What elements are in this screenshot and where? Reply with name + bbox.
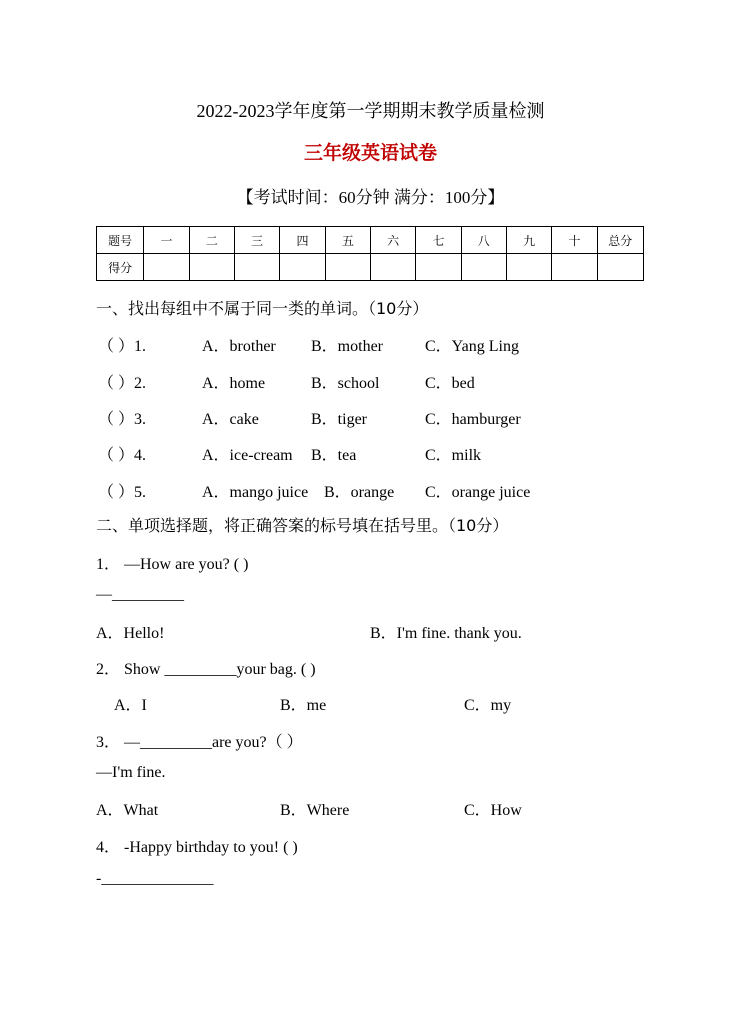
option-b: B．I'm fine. thank you. [370, 625, 522, 642]
question-stem: 2． Show _________your bag. ( ) [96, 661, 316, 678]
score-cell: 总分 [597, 227, 643, 254]
score-cell: 十 [552, 227, 597, 254]
score-input-cell[interactable] [597, 254, 643, 281]
score-input-cell[interactable] [461, 254, 506, 281]
score-input-cell[interactable] [235, 254, 280, 281]
option-c: C．bed [425, 375, 475, 392]
score-cell: 六 [370, 227, 415, 254]
question-number: （ ）1. [98, 338, 147, 355]
score-cell: 三 [235, 227, 280, 254]
question-number: （ ）5. [98, 484, 147, 501]
option-a: A．Hello! [96, 625, 165, 642]
reply-text: —I'm fine. [96, 764, 166, 781]
score-cell: 八 [461, 227, 506, 254]
section2-title: 二、单项选择题，将正确答案的标号填在括号里。（10分） [96, 516, 509, 535]
option-b: B．orange [324, 484, 395, 501]
option-b: B．tea [311, 447, 357, 464]
option-c: C．milk [425, 447, 482, 464]
answer-line: -______________ [96, 870, 214, 887]
question-number: （ ）3. [98, 411, 147, 428]
score-input-cell[interactable] [370, 254, 415, 281]
score-cell: 九 [506, 227, 551, 254]
option-a: A．I [114, 697, 147, 714]
option-a: A．What [96, 802, 159, 819]
score-cell: 二 [189, 227, 234, 254]
exam-info: 【考试时间：60分钟 满分：100分】 [236, 188, 505, 207]
option-c: C．orange juice [425, 484, 531, 501]
score-input-cell[interactable] [552, 254, 597, 281]
question-number: （ ）4. [98, 447, 147, 464]
score-cell: 题号 [97, 227, 144, 254]
option-a: A．ice-cream [202, 447, 293, 464]
option-b: B．mother [311, 338, 383, 355]
option-b: B．Where [280, 802, 350, 819]
option-c: C．How [464, 802, 522, 819]
option-a: A．cake [202, 411, 259, 428]
option-c: C．my [464, 697, 512, 714]
score-cell: 七 [416, 227, 461, 254]
question-number: （ ）2. [98, 375, 147, 392]
exam-subtitle: 三年级英语试卷 [303, 142, 437, 164]
question-stem: 4． -Happy birthday to you! ( ) [96, 839, 298, 856]
option-c: C．hamburger [425, 411, 521, 428]
option-b: B．me [280, 697, 327, 714]
score-cell: 五 [325, 227, 370, 254]
score-row-label: 得分 [97, 254, 144, 281]
score-input-cell[interactable] [416, 254, 461, 281]
option-a: A．home [202, 375, 266, 392]
score-table [96, 226, 644, 281]
question-stem: 3． —_________are you?（ ） [96, 734, 303, 751]
score-input-cell[interactable] [144, 254, 189, 281]
score-cell: 四 [280, 227, 325, 254]
score-table-header-row [97, 227, 644, 254]
option-a: A．mango juice [202, 484, 309, 501]
score-input-cell[interactable] [280, 254, 325, 281]
exam-title: 2022-2023学年度第一学期期末教学质量检测 [196, 101, 545, 121]
section1-title: 一、找出每组中不属于同一类的单词。（10分） [96, 299, 429, 318]
option-b: B．tiger [311, 411, 367, 428]
score-cell: 一 [144, 227, 189, 254]
answer-line: —_________ [96, 586, 184, 603]
score-table-score-row [97, 254, 644, 281]
score-input-cell[interactable] [506, 254, 551, 281]
score-input-cell[interactable] [325, 254, 370, 281]
option-c: C．Yang Ling [425, 338, 519, 355]
option-b: B．school [311, 375, 380, 392]
question-stem: 1． —How are you? ( ) [96, 556, 249, 573]
score-input-cell[interactable] [189, 254, 234, 281]
option-a: A．brother [202, 338, 276, 355]
